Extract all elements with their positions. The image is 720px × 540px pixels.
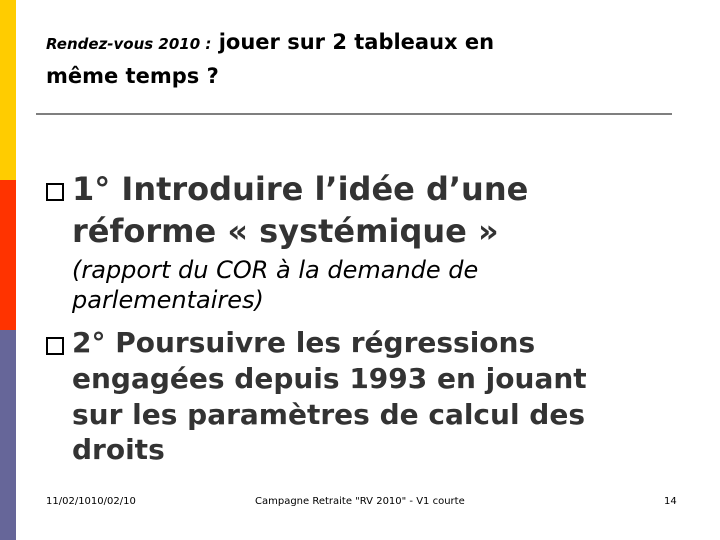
bullet-2-line-3: sur les paramètres de calcul des <box>72 398 586 431</box>
bullet-2-line-2: engagées depuis 1993 en jouant <box>72 362 587 395</box>
left-accent-bar-red <box>0 180 16 330</box>
bullet-1-line-1: 1° Introduire l’idée d’une <box>72 170 529 208</box>
bullet-2-line-1: 2° Poursuivre les régressions <box>72 326 536 359</box>
left-accent-bar-yellow <box>0 0 16 180</box>
bullet-1-line-2: réforme « systémique » <box>72 212 499 250</box>
square-bullet-icon <box>46 337 64 355</box>
footer-title: Campagne Retraite "RV 2010" - V1 courte <box>255 496 465 507</box>
title-line-1: jouer sur 2 tableaux en <box>218 30 495 54</box>
left-accent-bar-blue <box>0 330 16 540</box>
bullet-1-sub-line-1: (rapport du COR à la demande de <box>72 256 479 284</box>
title-prefix: Rendez-vous 2010 : <box>46 35 212 53</box>
bullet-2-line-4: droits <box>72 433 165 466</box>
footer-page-number: 14 <box>664 496 677 507</box>
square-bullet-icon <box>46 183 64 201</box>
title-divider <box>36 113 672 115</box>
footer-date: 11/02/1010/02/10 <box>46 496 136 507</box>
slide-title <box>46 26 686 92</box>
title-line-2: même temps ? <box>46 64 219 88</box>
bullet-1-sub-line-2: parlementaires) <box>72 286 264 314</box>
